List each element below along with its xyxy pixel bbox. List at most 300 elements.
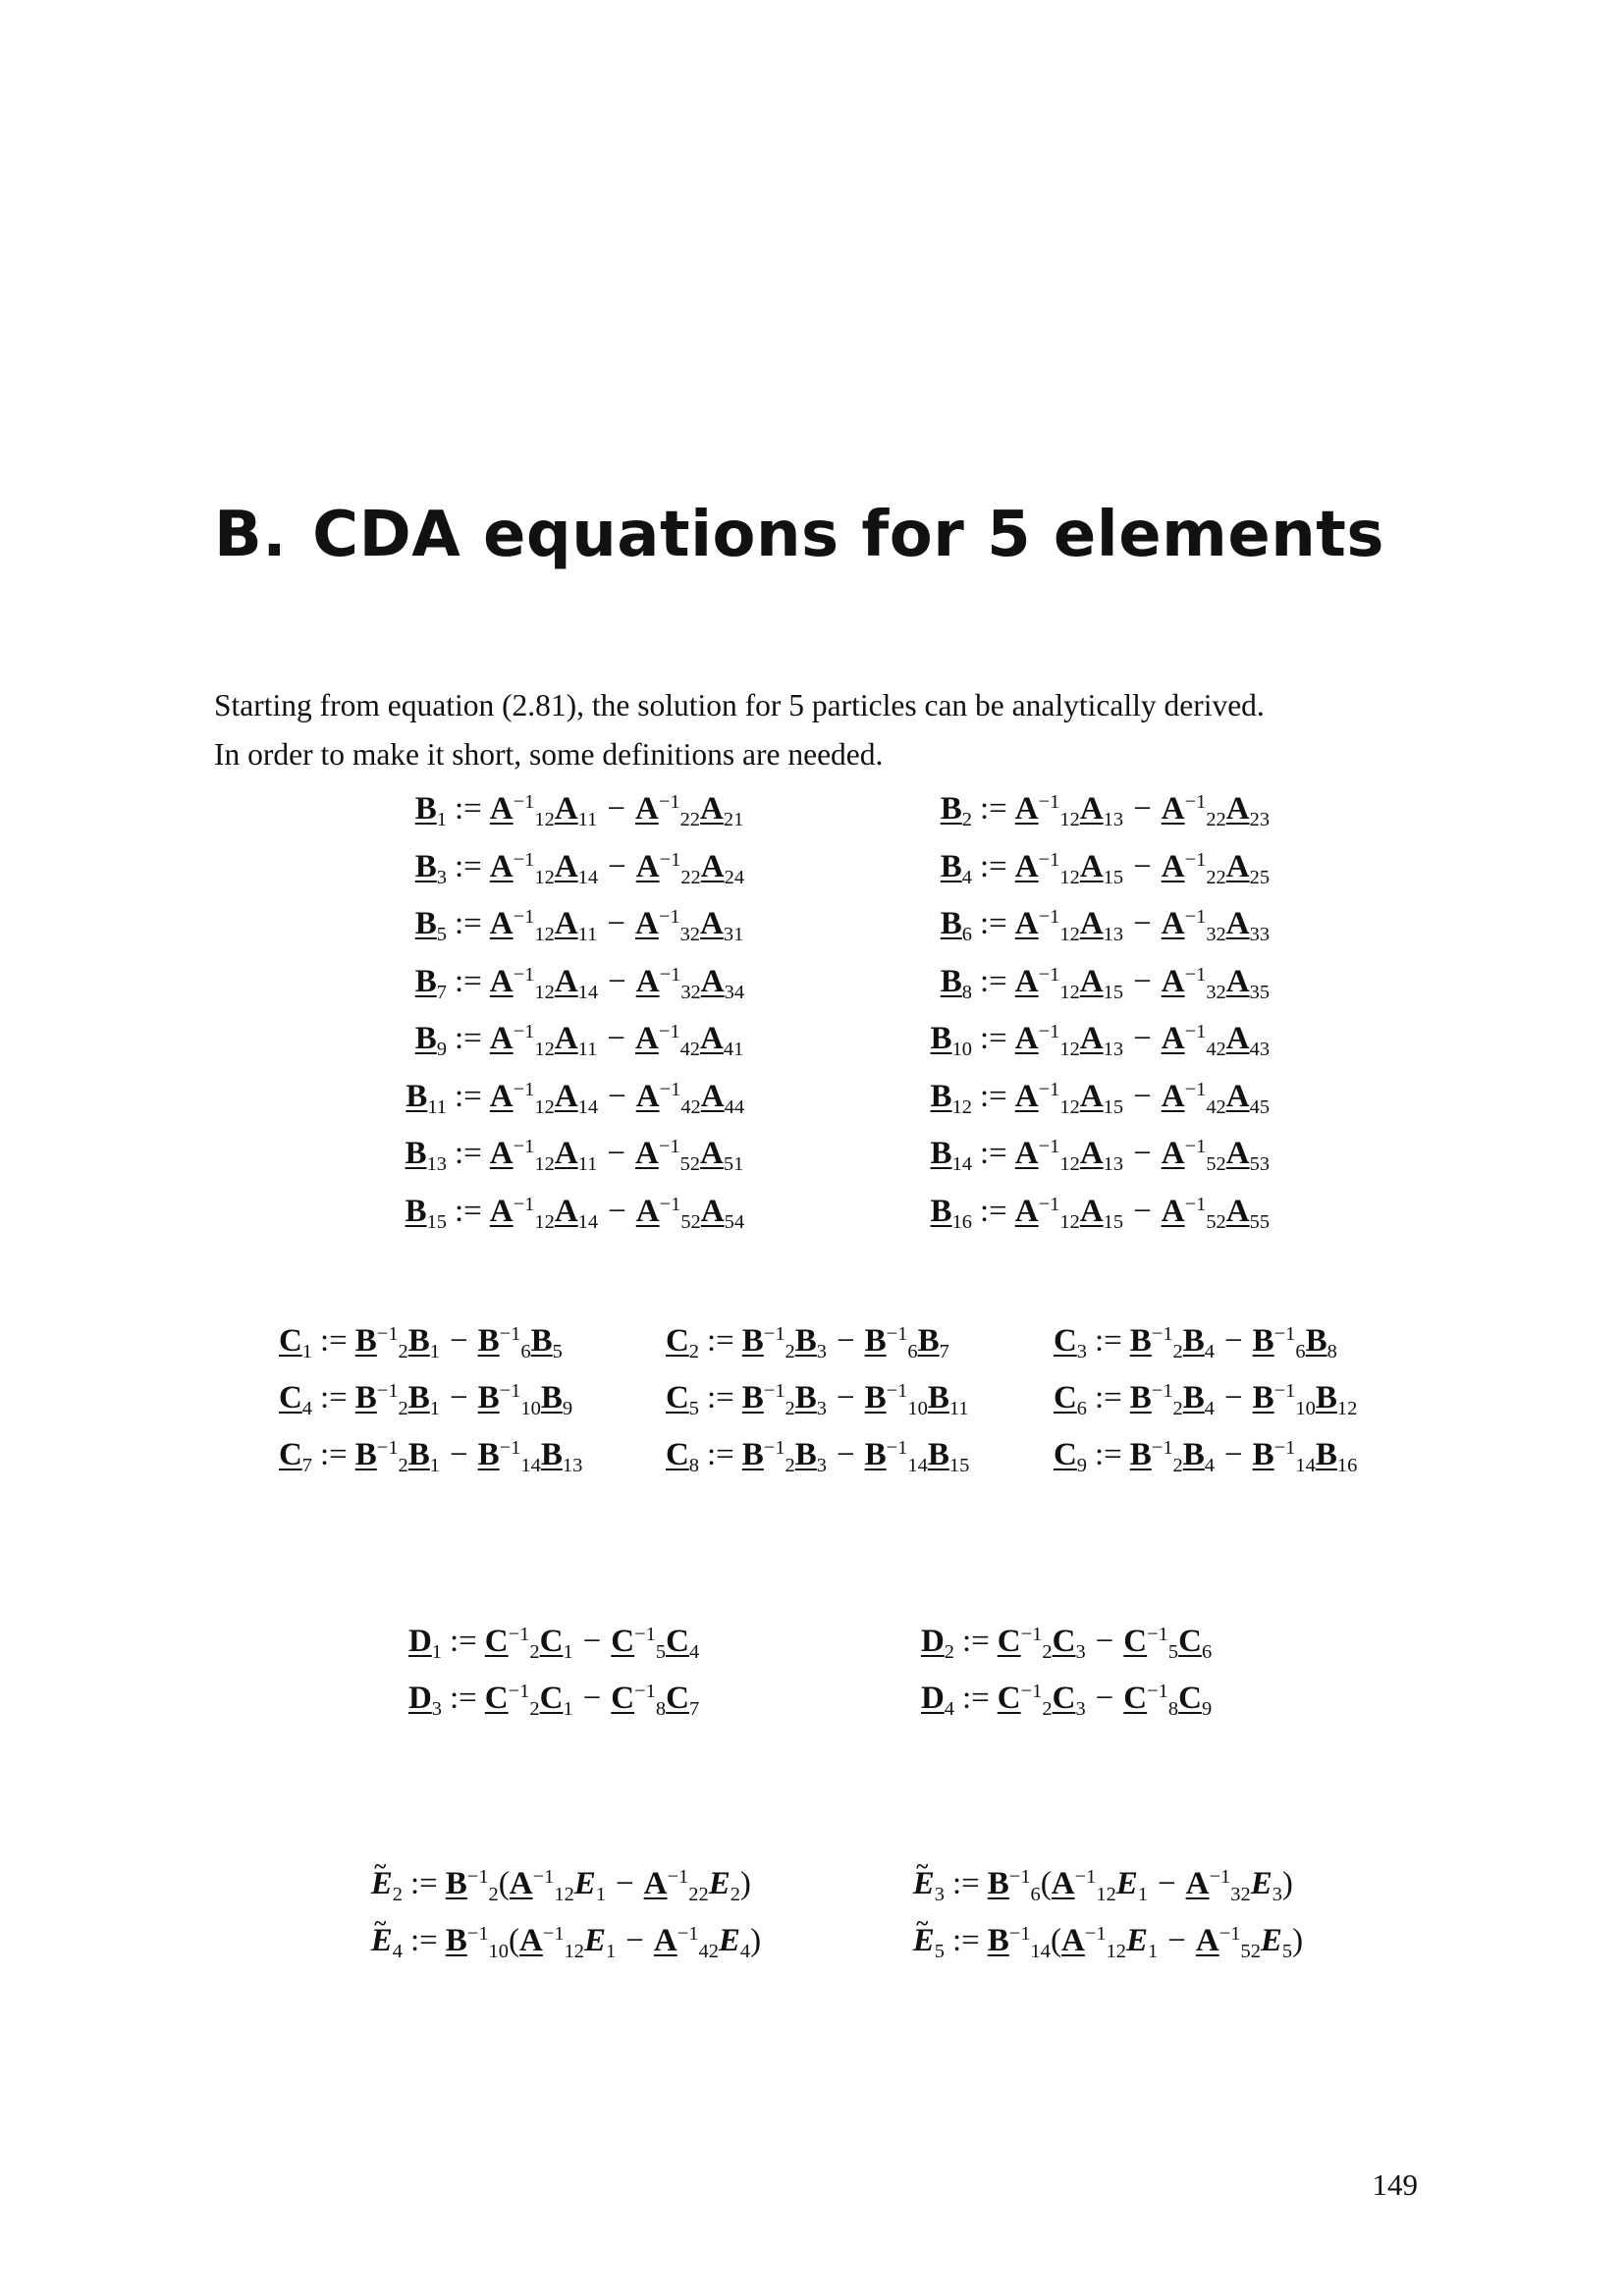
matrix-symbol: B	[540, 1437, 563, 1472]
matrix-index: 2	[529, 1641, 540, 1664]
rhs	[403, 1865, 751, 1906]
matrix-symbol: C	[1123, 1624, 1148, 1659]
matrix-index: 4	[1204, 1341, 1215, 1363]
matrix-symbol: A	[1079, 906, 1104, 941]
defines-symbol: :=	[980, 906, 1007, 941]
matrix-symbol: B	[414, 1021, 437, 1056]
lhs	[414, 963, 447, 1003]
matrix-index: 3	[816, 1398, 827, 1420]
matrix-symbol: A	[554, 1193, 578, 1229]
matrix-term	[554, 791, 598, 831]
matrix-term	[917, 1323, 949, 1363]
inverse-exponent: −1	[1008, 1922, 1031, 1945]
lhs	[1053, 1437, 1087, 1477]
inverse-exponent: −1	[1184, 1020, 1207, 1042]
matrix-symbol: A	[1079, 791, 1104, 827]
matrix-term	[940, 963, 972, 1003]
defines-symbol: :=	[455, 1078, 482, 1114]
matrix-index: 13	[562, 1455, 583, 1477]
matrix-symbol: B	[794, 1380, 817, 1415]
matrix-term	[554, 906, 598, 946]
matrix-index: 8	[688, 1455, 699, 1477]
matrix-term	[477, 1322, 531, 1363]
matrix-index: 1	[563, 1698, 573, 1721]
inverse-exponent: −1	[1038, 963, 1060, 986]
matrix-term	[1129, 1379, 1183, 1420]
matrix-term	[407, 1380, 440, 1420]
matrix-index: 34	[724, 981, 745, 1003]
matrix-symbol: C	[484, 1624, 509, 1659]
matrix-term	[741, 1322, 795, 1363]
matrix-term	[1178, 1681, 1213, 1721]
matrix-index: 12	[1059, 1153, 1080, 1176]
matrix-term	[278, 1380, 312, 1420]
matrix-index: 21	[723, 809, 744, 831]
lhs	[370, 1866, 403, 1906]
matrix-index: 15	[1103, 981, 1124, 1003]
rhs	[972, 1193, 1271, 1233]
matrix-term	[653, 1922, 719, 1963]
matrix-term	[700, 906, 744, 946]
matrix-index: 12	[1059, 809, 1080, 831]
matrix-symbol: B	[1252, 1323, 1274, 1359]
defines-symbol: :=	[980, 1078, 1007, 1114]
matrix-symbol: B	[1315, 1437, 1337, 1472]
matrix-term	[920, 1681, 954, 1721]
matrix-symbol: A	[700, 848, 725, 884]
matrix-symbol: A	[554, 963, 578, 999]
rhs	[442, 1623, 700, 1664]
inverse-exponent: −1	[677, 1922, 699, 1945]
matrix-symbol: A	[634, 1136, 659, 1171]
matrix-term	[635, 1078, 701, 1118]
matrix-symbol: B	[987, 1923, 1009, 1958]
matrix-term	[794, 1380, 827, 1420]
rhs	[699, 1322, 949, 1363]
matrix-symbol: A	[1014, 1136, 1039, 1171]
inverse-exponent: −1	[659, 1193, 681, 1215]
matrix-term	[354, 1322, 408, 1363]
matrix-symbol: B	[406, 1078, 428, 1114]
rhs	[972, 1020, 1271, 1061]
matrix-symbol: A	[1014, 1193, 1039, 1229]
matrix-symbol: A	[643, 1866, 668, 1901]
matrix-index: 14	[907, 1455, 928, 1477]
defines-symbol: :=	[455, 1021, 482, 1056]
matrix-index: 6	[1030, 1884, 1041, 1906]
matrix-index: 42	[680, 1095, 701, 1118]
matrix-index: 1	[301, 1341, 312, 1363]
matrix-symbol: B	[1315, 1380, 1337, 1415]
matrix-index: 53	[1249, 1153, 1271, 1176]
matrix-index: 32	[679, 924, 700, 946]
matrix-index: 10	[907, 1398, 928, 1420]
matrix-index: 5	[1167, 1641, 1179, 1664]
matrix-symbol: A	[1225, 963, 1250, 999]
matrix-term	[1182, 1437, 1215, 1477]
lhs	[912, 1923, 945, 1963]
matrix-index: 6	[907, 1341, 918, 1363]
matrix-symbol: B	[864, 1380, 887, 1415]
matrix-symbol: B	[1182, 1437, 1205, 1472]
matrix-index: 2	[398, 1398, 408, 1420]
rhs	[442, 1680, 700, 1721]
lhs	[930, 1021, 972, 1061]
inverse-exponent: −1	[1184, 905, 1207, 928]
matrix-index: 3	[816, 1341, 827, 1363]
matrix-term	[554, 1078, 599, 1118]
lhs	[1053, 1323, 1087, 1363]
matrix-term	[1315, 1437, 1358, 1477]
matrix-symbol: C	[997, 1624, 1021, 1659]
matrix-index: 8	[961, 981, 972, 1003]
rhs	[1087, 1379, 1358, 1420]
matrix-term	[414, 848, 447, 888]
page-number: 149	[1372, 2167, 1418, 2202]
matrix-symbol: E	[584, 1923, 607, 1958]
matrix-index: 15	[426, 1210, 447, 1233]
minus-symbol: −	[607, 906, 625, 941]
matrix-index: 12	[534, 1095, 555, 1118]
matrix-symbol: ~ E	[913, 1868, 935, 1900]
inverse-exponent: −1	[376, 1322, 399, 1345]
matrix-term	[1161, 848, 1226, 888]
minus-symbol: −	[607, 1021, 625, 1056]
rhs	[403, 1922, 762, 1963]
matrix-index: 10	[520, 1398, 541, 1420]
matrix-symbol: C	[1053, 1437, 1077, 1472]
matrix-symbol: B	[741, 1437, 764, 1472]
lhs	[930, 1136, 972, 1176]
matrix-index: 3	[1272, 1884, 1282, 1906]
defines-symbol: :=	[980, 1021, 1007, 1056]
rhs	[954, 1680, 1213, 1721]
matrix-term	[665, 1380, 699, 1420]
matrix-index: 2	[1042, 1698, 1053, 1721]
inverse-exponent: −1	[513, 963, 535, 986]
matrix-term	[539, 1624, 573, 1664]
matrix-term	[927, 1380, 969, 1420]
matrix-index: 42	[1206, 1095, 1226, 1118]
matrix-index: 14	[1030, 1941, 1051, 1963]
matrix-index: 13	[1103, 1039, 1124, 1061]
close-paren: )	[739, 1866, 751, 1901]
matrix-term	[1079, 1193, 1124, 1233]
matrix-index: 15	[1103, 1095, 1124, 1118]
matrix-term	[477, 1436, 541, 1477]
matrix-index: 2	[785, 1398, 795, 1420]
matrix-symbol: B	[1252, 1437, 1274, 1472]
open-paren: (	[1040, 1866, 1052, 1901]
lhs	[406, 1078, 447, 1118]
matrix-symbol: C	[665, 1437, 689, 1472]
rhs	[447, 963, 745, 1003]
matrix-index: 2	[1042, 1641, 1053, 1664]
matrix-symbol: C	[539, 1681, 564, 1716]
rhs	[945, 1922, 1304, 1963]
matrix-symbol: B	[1252, 1380, 1274, 1415]
matrix-term	[489, 1135, 555, 1176]
matrix-term	[530, 1323, 563, 1363]
inverse-exponent: −1	[1151, 1322, 1173, 1345]
minus-symbol: −	[1224, 1437, 1243, 1472]
inverse-exponent: −1	[658, 1135, 680, 1157]
matrix-term	[634, 1135, 700, 1176]
matrix-symbol: A	[1225, 1021, 1250, 1056]
matrix-symbol: A	[635, 848, 660, 884]
matrix-term	[484, 1623, 540, 1664]
inverse-exponent: −1	[513, 1020, 535, 1042]
matrix-index: 35	[1249, 981, 1271, 1003]
rhs	[447, 790, 744, 831]
matrix-index: 7	[436, 981, 447, 1003]
matrix-symbol: E	[1115, 1866, 1138, 1901]
matrix-symbol: B	[940, 963, 962, 999]
matrix-index: 12	[534, 1039, 555, 1061]
matrix-symbol: B	[864, 1323, 887, 1359]
matrix-term	[1060, 1922, 1127, 1963]
matrix-term	[489, 1193, 555, 1233]
matrix-term	[997, 1623, 1053, 1664]
lhs	[665, 1323, 699, 1363]
matrix-index: 1	[1137, 1884, 1149, 1906]
matrix-term	[1129, 1322, 1183, 1363]
open-paren: (	[498, 1866, 510, 1901]
matrix-term	[407, 1323, 440, 1363]
rhs	[972, 963, 1271, 1003]
matrix-term	[414, 906, 447, 946]
matrix-index: 22	[680, 866, 701, 888]
inverse-exponent: −1	[1273, 1322, 1296, 1345]
matrix-term	[794, 1323, 827, 1363]
matrix-term	[1250, 1866, 1282, 1906]
matrix-index: 23	[1249, 809, 1271, 831]
matrix-symbol: C	[1052, 1624, 1076, 1659]
matrix-term	[1315, 1380, 1358, 1420]
matrix-symbol: A	[489, 791, 514, 827]
matrix-index: 32	[680, 981, 701, 1003]
matrix-symbol: E	[718, 1923, 740, 1958]
rhs	[972, 1135, 1271, 1176]
matrix-term	[665, 1437, 699, 1477]
matrix-term	[708, 1866, 740, 1906]
matrix-term	[794, 1437, 827, 1477]
matrix-term	[1182, 1380, 1215, 1420]
matrix-symbol: A	[554, 848, 578, 884]
defines-symbol: :=	[980, 963, 1007, 999]
inverse-exponent: −1	[658, 905, 680, 928]
minus-symbol: −	[1133, 906, 1152, 941]
matrix-term	[1185, 1865, 1251, 1906]
matrix-term	[666, 1681, 700, 1721]
matrix-index: 32	[1206, 924, 1226, 946]
matrix-index: 7	[939, 1341, 949, 1363]
matrix-symbol: B	[414, 963, 437, 999]
matrix-index: 10	[1295, 1398, 1316, 1420]
matrix-index: 3	[431, 1698, 442, 1721]
matrix-symbol: A	[489, 1136, 514, 1171]
matrix-index: 14	[577, 981, 599, 1003]
matrix-symbol: A	[634, 791, 659, 827]
minus-symbol: −	[1133, 848, 1152, 884]
matrix-index: 13	[1103, 924, 1124, 946]
inverse-exponent: −1	[1184, 963, 1207, 986]
matrix-term	[864, 1436, 928, 1477]
matrix-symbol: B	[987, 1866, 1009, 1901]
inverse-exponent: −1	[513, 1135, 535, 1157]
inverse-exponent: −1	[1184, 1078, 1207, 1100]
matrix-term	[611, 1623, 667, 1664]
matrix-term	[1123, 1623, 1179, 1664]
matrix-symbol: A	[700, 906, 724, 941]
inverse-exponent: −1	[499, 1379, 521, 1402]
inverse-exponent: −1	[376, 1436, 399, 1459]
matrix-index: 22	[679, 809, 700, 831]
minus-symbol: −	[450, 1437, 468, 1472]
matrix-term	[634, 790, 700, 831]
matrix-symbol: A	[489, 906, 514, 941]
matrix-index: 11	[427, 1095, 447, 1118]
matrix-index: 2	[730, 1884, 740, 1906]
inverse-exponent: −1	[886, 1379, 908, 1402]
matrix-term	[912, 1866, 945, 1906]
matrix-index: 12	[534, 809, 555, 831]
matrix-index: 11	[577, 1153, 598, 1176]
matrix-symbol: A	[489, 963, 514, 999]
matrix-term	[1079, 963, 1124, 1003]
matrix-term	[1195, 1922, 1261, 1963]
minus-symbol: −	[450, 1323, 468, 1359]
matrix-term	[700, 1021, 744, 1061]
matrix-symbol: B	[930, 1193, 952, 1229]
rhs	[945, 1865, 1293, 1906]
matrix-term	[1161, 963, 1226, 1003]
defines-symbol: :=	[952, 1866, 980, 1901]
matrix-index: 6	[961, 924, 972, 946]
matrix-index: 11	[577, 924, 598, 946]
defines-symbol: :=	[450, 1681, 477, 1716]
matrix-index: 2	[944, 1641, 954, 1664]
matrix-symbol: A	[1060, 1923, 1085, 1958]
matrix-term	[700, 791, 744, 831]
matrix-symbol: A	[1161, 906, 1185, 941]
matrix-index: 6	[1295, 1341, 1306, 1363]
matrix-symbol: B	[927, 1437, 949, 1472]
matrix-index: 22	[688, 1884, 709, 1906]
defines-symbol: :=	[320, 1323, 348, 1359]
matrix-term	[406, 1078, 447, 1118]
matrix-term	[518, 1922, 585, 1963]
defines-symbol: :=	[1095, 1380, 1122, 1415]
matrix-symbol: B	[940, 791, 962, 827]
matrix-term	[1079, 1021, 1124, 1061]
inverse-exponent: −1	[1020, 1623, 1043, 1645]
matrix-symbol: B	[930, 1136, 952, 1171]
inverse-exponent: −1	[763, 1322, 785, 1345]
matrix-term	[354, 1379, 408, 1420]
matrix-index: 2	[1172, 1455, 1183, 1477]
matrix-symbol: D	[407, 1681, 432, 1716]
inverse-exponent: −1	[513, 1193, 535, 1215]
matrix-index: 43	[1249, 1039, 1271, 1061]
matrix-symbol: A	[1225, 1078, 1250, 1114]
matrix-index: 52	[679, 1153, 700, 1176]
matrix-index: 1	[595, 1884, 607, 1906]
inverse-exponent: −1	[1147, 1680, 1168, 1702]
rhs	[954, 1623, 1213, 1664]
lhs	[665, 1437, 699, 1477]
inverse-exponent: −1	[1209, 1865, 1231, 1888]
intro-paragraph	[214, 681, 1432, 779]
rhs	[447, 1020, 744, 1061]
matrix-symbol: B	[354, 1437, 377, 1472]
matrix-term	[1014, 790, 1080, 831]
matrix-term	[1014, 1020, 1080, 1061]
matrix-term	[930, 1193, 972, 1233]
close-paren: )	[1292, 1923, 1304, 1958]
matrix-index: 51	[723, 1153, 744, 1176]
inverse-exponent: −1	[658, 790, 680, 813]
matrix-term	[539, 1681, 573, 1721]
matrix-term	[1126, 1923, 1159, 1963]
inverse-exponent: −1	[1184, 848, 1207, 871]
defines-symbol: :=	[980, 1193, 1007, 1229]
matrix-symbol: A	[1014, 791, 1039, 827]
lhs	[930, 1078, 972, 1118]
matrix-symbol: A	[1161, 963, 1185, 999]
rhs	[972, 1078, 1271, 1118]
matrix-term	[414, 1021, 447, 1061]
matrix-index: 1	[431, 1641, 442, 1664]
matrix-term	[1014, 848, 1080, 888]
matrix-index: 4	[688, 1641, 700, 1664]
matrix-index: 44	[724, 1095, 745, 1118]
matrix-term	[1079, 906, 1124, 946]
matrix-symbol: B	[1129, 1380, 1152, 1415]
lhs	[665, 1380, 699, 1420]
lhs	[414, 791, 447, 831]
matrix-term	[445, 1922, 509, 1963]
matrix-term	[445, 1865, 499, 1906]
matrix-term	[666, 1624, 700, 1664]
matrix-term	[940, 848, 972, 888]
defines-symbol: :=	[455, 791, 482, 827]
minus-symbol: −	[837, 1437, 855, 1472]
matrix-symbol: C	[1052, 1681, 1076, 1716]
inverse-exponent: −1	[1008, 1865, 1031, 1888]
matrix-term	[1225, 848, 1271, 888]
lhs	[407, 1681, 442, 1721]
minus-symbol: −	[837, 1323, 855, 1359]
matrix-symbol: D	[407, 1624, 432, 1659]
matrix-index: 2	[785, 1455, 795, 1477]
matrix-symbol: B	[407, 1323, 430, 1359]
matrix-symbol: B	[477, 1380, 500, 1415]
minus-symbol: −	[1133, 1193, 1152, 1229]
lhs	[920, 1624, 954, 1664]
matrix-term	[489, 790, 555, 831]
matrix-symbol: C	[1053, 1323, 1077, 1359]
matrix-symbol: B	[1182, 1380, 1205, 1415]
defines-symbol: :=	[320, 1437, 348, 1472]
matrix-index: 41	[723, 1039, 744, 1061]
matrix-index: 4	[961, 866, 972, 888]
rhs	[972, 905, 1271, 946]
matrix-index: 4	[1204, 1455, 1215, 1477]
matrix-index: 54	[724, 1210, 745, 1233]
lhs	[278, 1380, 312, 1420]
matrix-index: 12	[1106, 1941, 1127, 1963]
